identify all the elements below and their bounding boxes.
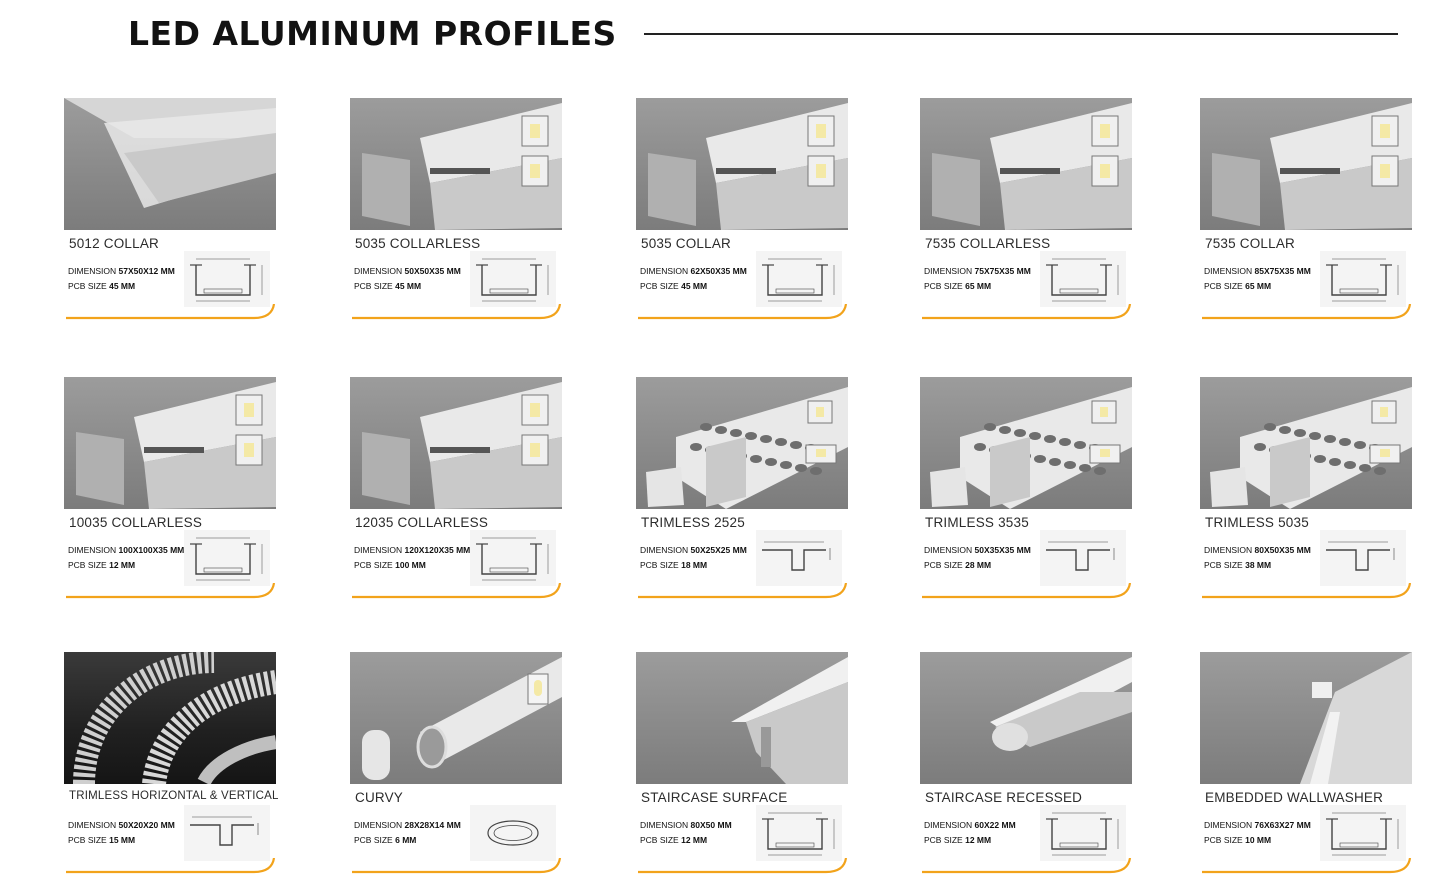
dimension-value: 50X20X20 MM — [118, 820, 175, 830]
dimension-value: 80X50 MM — [690, 820, 732, 830]
product-name: 7535 COLLAR — [1205, 236, 1296, 251]
product-specs — [924, 818, 1016, 848]
product-name: STAIRCASE RECESSED — [925, 790, 1083, 805]
title-divider — [644, 33, 1398, 35]
cross-section-diagram — [1040, 251, 1126, 307]
accent-curve — [636, 583, 848, 599]
pcb-value: 65 MM — [965, 281, 992, 291]
dimension-value: 80X50X35 MM — [1254, 545, 1311, 555]
dimension-value: 120X120X35 MM — [404, 545, 471, 555]
dimension-value: 50X50X35 MM — [404, 266, 461, 276]
dimension-label: DIMENSION — [68, 545, 117, 555]
accent-curve — [920, 583, 1132, 599]
cross-section-diagram — [756, 805, 842, 861]
accent-curve — [1200, 858, 1412, 874]
pcb-value: 28 MM — [965, 560, 992, 570]
product-card — [64, 652, 279, 874]
accent-curve — [920, 858, 1132, 874]
accent-curve — [350, 304, 562, 320]
cross-section-diagram — [470, 251, 556, 307]
product-specs — [68, 264, 175, 294]
pcb-value: 12 MM — [965, 835, 992, 845]
dimension-value: 75X75X35 MM — [974, 266, 1031, 276]
pcb-value: 100 MM — [395, 560, 426, 570]
dimension-label: DIMENSION — [640, 820, 689, 830]
page-title: LED ALUMINUM PROFILES — [128, 14, 617, 53]
product-specs — [354, 543, 470, 573]
pcb-value: 65 MM — [1245, 281, 1272, 291]
product-specs — [640, 818, 732, 848]
accent-curve — [350, 858, 562, 874]
pcb-value: 12 MM — [681, 835, 708, 845]
product-photo — [920, 377, 1132, 509]
dimension-label: DIMENSION — [640, 545, 689, 555]
product-card — [920, 98, 1132, 320]
pcb-label: PCB SIZE — [1204, 835, 1243, 845]
pcb-label: PCB SIZE — [68, 835, 107, 845]
pcb-value: 45 MM — [395, 281, 422, 291]
pcb-label: PCB SIZE — [68, 281, 107, 291]
product-photo — [920, 98, 1132, 230]
product-name: TRIMLESS 2525 — [641, 515, 745, 530]
product-photo — [1200, 98, 1412, 230]
dimension-label: DIMENSION — [68, 266, 117, 276]
pcb-label: PCB SIZE — [640, 835, 679, 845]
pcb-label: PCB SIZE — [68, 560, 107, 570]
product-card — [64, 98, 276, 320]
pcb-label: PCB SIZE — [354, 281, 393, 291]
pcb-value: 45 MM — [109, 281, 136, 291]
product-card — [350, 652, 562, 874]
accent-curve — [64, 858, 276, 874]
accent-curve — [920, 304, 1132, 320]
dimension-label: DIMENSION — [1204, 266, 1253, 276]
pcb-label: PCB SIZE — [924, 560, 963, 570]
product-card — [350, 377, 562, 599]
accent-curve — [350, 583, 562, 599]
dimension-label: DIMENSION — [354, 266, 403, 276]
product-specs — [68, 818, 175, 848]
product-card — [350, 98, 562, 320]
product-specs — [1204, 264, 1311, 294]
dimension-label: DIMENSION — [1204, 545, 1253, 555]
product-photo — [1200, 377, 1412, 509]
dimension-value: 50X25X25 MM — [690, 545, 747, 555]
dimension-value: 60X22 MM — [974, 820, 1016, 830]
pcb-value: 45 MM — [681, 281, 708, 291]
cross-section-diagram — [470, 805, 556, 861]
product-photo — [350, 98, 562, 230]
product-card — [920, 377, 1132, 599]
product-photo — [64, 377, 276, 509]
pcb-label: PCB SIZE — [354, 560, 393, 570]
product-card — [636, 98, 848, 320]
product-photo — [636, 377, 848, 509]
product-specs — [640, 543, 747, 573]
cross-section-diagram — [756, 530, 842, 586]
dimension-label: DIMENSION — [924, 545, 973, 555]
cross-section-diagram — [756, 251, 842, 307]
product-specs — [1204, 543, 1311, 573]
product-photo — [920, 652, 1132, 784]
accent-curve — [64, 304, 276, 320]
dimension-value: 76X63X27 MM — [1254, 820, 1311, 830]
product-card — [1200, 377, 1412, 599]
dimension-label: DIMENSION — [68, 820, 117, 830]
dimension-value: 28X28X14 MM — [404, 820, 461, 830]
product-photo — [350, 652, 562, 784]
product-name: 5035 COLLARLESS — [355, 236, 481, 251]
dimension-value: 57X50X12 MM — [118, 266, 175, 276]
product-photo — [1200, 652, 1412, 784]
dimension-label: DIMENSION — [924, 820, 973, 830]
product-card — [1200, 98, 1412, 320]
dimension-label: DIMENSION — [640, 266, 689, 276]
dimension-value: 50X35X35 MM — [974, 545, 1031, 555]
product-photo — [636, 652, 848, 784]
accent-curve — [1200, 304, 1412, 320]
pcb-label: PCB SIZE — [640, 560, 679, 570]
pcb-value: 6 MM — [395, 835, 417, 845]
product-photo — [64, 98, 276, 230]
pcb-label: PCB SIZE — [354, 835, 393, 845]
accent-curve — [636, 858, 848, 874]
product-card — [1200, 652, 1412, 874]
dimension-value: 100X100X35 MM — [118, 545, 185, 555]
dimension-label: DIMENSION — [1204, 820, 1253, 830]
product-name: TRIMLESS HORIZONTAL & VERTICAL — [69, 790, 279, 802]
product-card — [920, 652, 1132, 874]
pcb-value: 38 MM — [1245, 560, 1272, 570]
product-name: 12035 COLLARLESS — [355, 515, 489, 530]
product-specs — [924, 543, 1031, 573]
product-name: 5035 COLLAR — [641, 236, 732, 251]
pcb-label: PCB SIZE — [640, 281, 679, 291]
dimension-label: DIMENSION — [354, 820, 403, 830]
product-photo — [64, 652, 276, 784]
pcb-value: 15 MM — [109, 835, 136, 845]
product-specs — [354, 264, 461, 294]
product-specs — [640, 264, 747, 294]
cross-section-diagram — [1320, 805, 1406, 861]
cross-section-diagram — [470, 530, 556, 586]
dimension-label: DIMENSION — [924, 266, 973, 276]
product-name: 5012 COLLAR — [69, 236, 160, 251]
pcb-value: 12 MM — [109, 560, 136, 570]
pcb-label: PCB SIZE — [1204, 281, 1243, 291]
product-specs — [354, 818, 461, 848]
product-photo — [350, 377, 562, 509]
product-card — [636, 652, 848, 874]
pcb-label: PCB SIZE — [924, 835, 963, 845]
cross-section-diagram — [1040, 530, 1126, 586]
pcb-value: 10 MM — [1245, 835, 1272, 845]
accent-curve — [1200, 583, 1412, 599]
dimension-value: 85X75X35 MM — [1254, 266, 1311, 276]
dimension-value: 62X50X35 MM — [690, 266, 747, 276]
product-name: CURVY — [355, 790, 404, 805]
product-card — [64, 377, 276, 599]
product-specs — [1204, 818, 1311, 848]
product-photo — [636, 98, 848, 230]
cross-section-diagram — [184, 805, 270, 861]
product-name: EMBEDDED WALLWASHER — [1205, 790, 1384, 805]
pcb-label: PCB SIZE — [1204, 560, 1243, 570]
product-card — [636, 377, 848, 599]
product-name: 7535 COLLARLESS — [925, 236, 1051, 251]
product-specs — [68, 543, 184, 573]
cross-section-diagram — [184, 251, 270, 307]
pcb-label: PCB SIZE — [924, 281, 963, 291]
cross-section-diagram — [1040, 805, 1126, 861]
product-name: STAIRCASE SURFACE — [641, 790, 788, 805]
product-name: 10035 COLLARLESS — [69, 515, 203, 530]
product-specs — [924, 264, 1031, 294]
cross-section-diagram — [1320, 530, 1406, 586]
product-name: TRIMLESS 3535 — [925, 515, 1029, 530]
pcb-value: 18 MM — [681, 560, 708, 570]
accent-curve — [636, 304, 848, 320]
cross-section-diagram — [1320, 251, 1406, 307]
accent-curve — [64, 583, 276, 599]
dimension-label: DIMENSION — [354, 545, 403, 555]
cross-section-diagram — [184, 530, 270, 586]
product-name: TRIMLESS 5035 — [1205, 515, 1309, 530]
